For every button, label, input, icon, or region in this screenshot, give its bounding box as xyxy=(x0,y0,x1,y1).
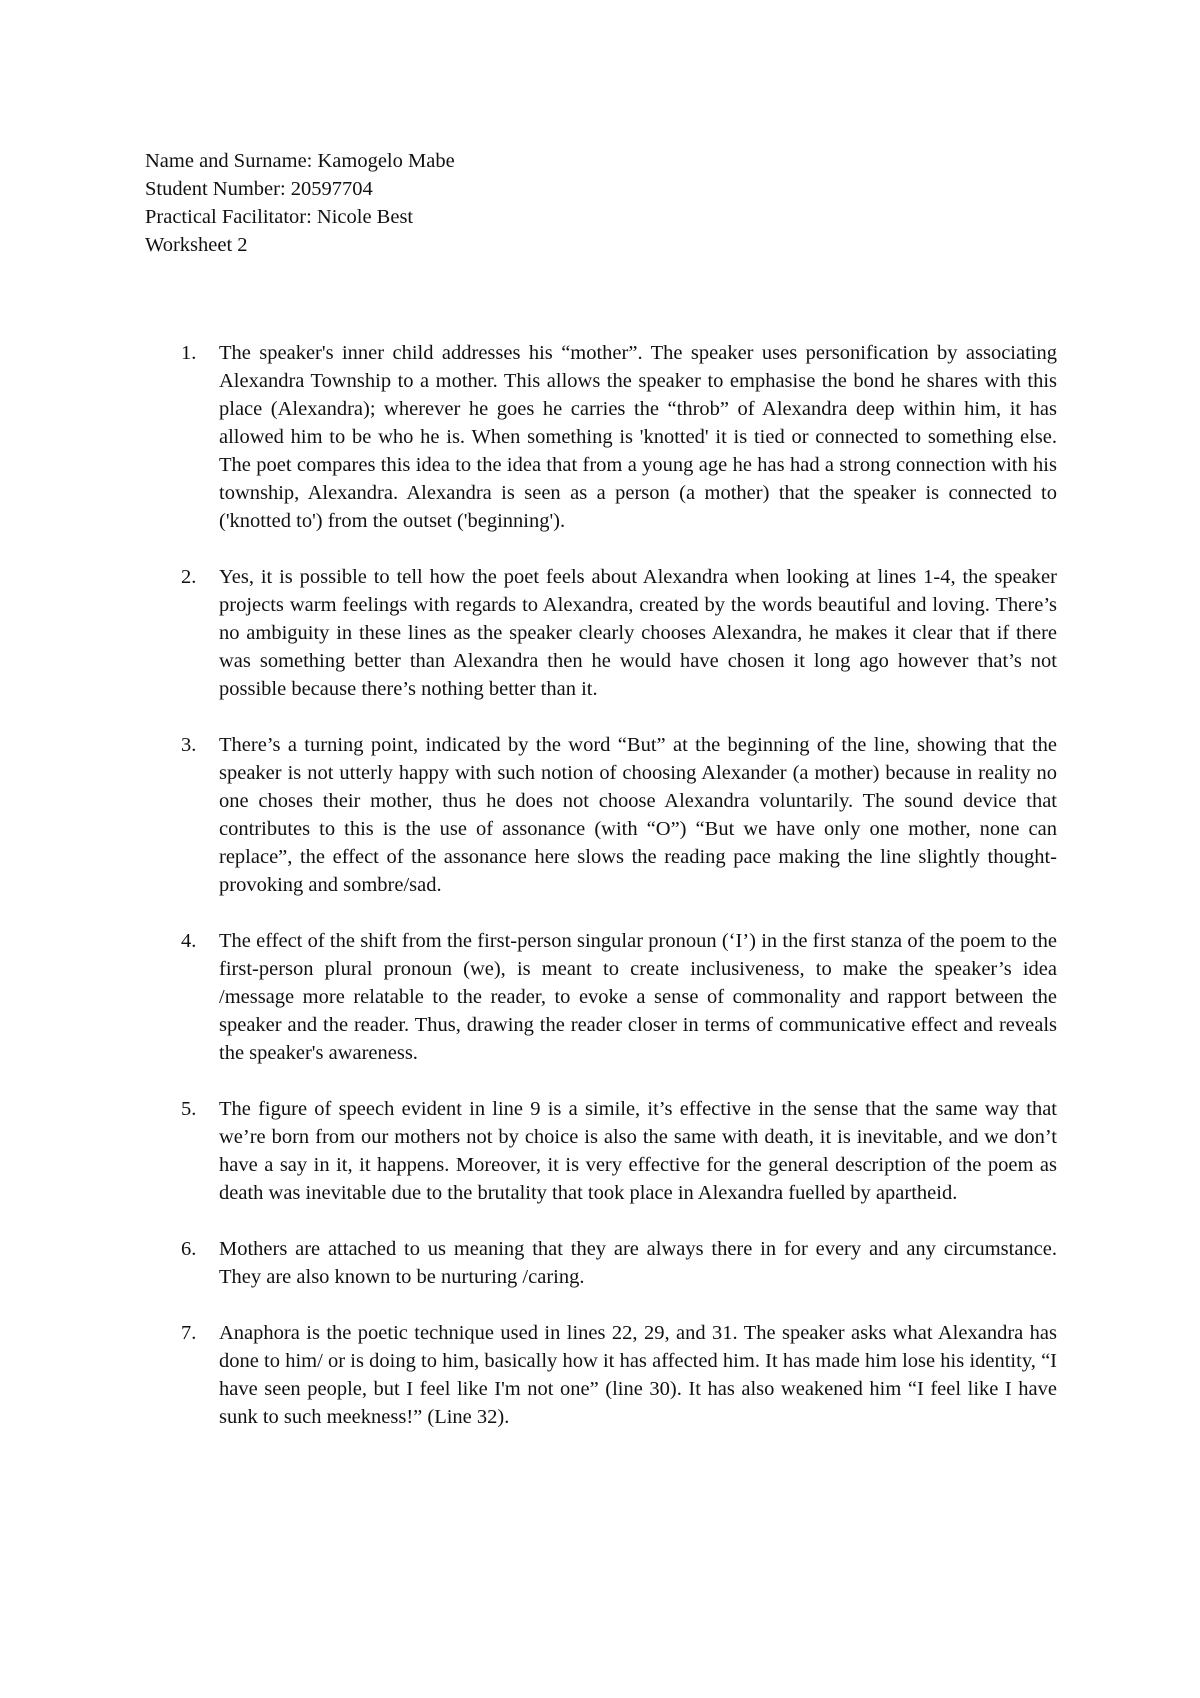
student-number-line: Student Number: 20597704 xyxy=(145,178,373,200)
practical-facilitator-line: Practical Facilitator: Nicole Best xyxy=(145,206,414,228)
answer-item-6 xyxy=(0,1235,1200,1291)
worksheet-title: Worksheet 2 xyxy=(145,234,248,256)
answer-item-2 xyxy=(0,563,1200,703)
answer-text: There’s a turning point, indicated by the word “But” at the beginning of the line, showing that the speaker is not utterly happy with such notion of choosing Alexander (a mother) because in reality no one choses their mother, thus he does not choose Alexandra voluntarily. The sound device that contributes to this is the use of assonance (with “O”) “But we have only one mother, none can replace”, the effect of the assonance here slows the reading pace making the line slightly thought-provoking and sombre/sad. xyxy=(219,734,1057,896)
answer-text: The effect of the shift from the first-person singular pronoun (‘I’) in the first stanza of the poem to the first-person plural pronoun (we), is meant to create inclusiveness, to make the speaker’s idea /message more relatable to the reader, to evoke a sense of commonality and rapport between the speaker and the reader. Thus, drawing the reader closer in terms of communicative effect and reveals the speaker's awareness. xyxy=(219,930,1057,1064)
answer-number: 5. xyxy=(181,1098,197,1120)
answer-number: 6. xyxy=(181,1238,197,1260)
answer-text: Anaphora is the poetic technique used in lines 22, 29, and 31. The speaker asks what Alexandra has done to him/ or is doing to him, basically how it has affected him. It has made him lose his identity, “I have seen people, but I feel like I'm not one” (line 30). It has also weakened him “I feel like I have sunk to such meekness!” (Line 32). xyxy=(219,1322,1057,1428)
answer-number: 2. xyxy=(181,566,197,588)
name-and-surname-line: Name and Surname: Kamogelo Mabe xyxy=(145,150,455,172)
answer-text: Yes, it is possible to tell how the poet feels about Alexandra when looking at lines 1-4, the speaker projects warm feelings with regards to Alexandra, created by the words beautiful and loving. There’s no ambiguity in these lines as the speaker clearly chooses Alexandra, he makes it clear that if there was something better than Alexandra then he would have chosen it long ago however that’s not possible because there’s nothing better than it. xyxy=(219,566,1057,700)
answer-item-1 xyxy=(0,339,1200,535)
answer-item-4 xyxy=(0,927,1200,1067)
answers-list xyxy=(0,339,1200,1459)
answer-number: 3. xyxy=(181,734,197,756)
student-details-header xyxy=(145,147,455,259)
answer-number: 4. xyxy=(181,930,197,952)
answer-item-5 xyxy=(0,1095,1200,1207)
answer-number: 7. xyxy=(181,1322,197,1344)
answer-item-7 xyxy=(0,1319,1200,1431)
answer-item-3 xyxy=(0,731,1200,899)
answer-text: The figure of speech evident in line 9 is a simile, it’s effective in the sense that the same way that we’re born from our mothers not by choice is also the same with death, it is inevitable, and we don’t have a say in it, it happens. Moreover, it is very effective for the general description of the poem as death was inevitable due to the brutality that took place in Alexandra fuelled by apartheid. xyxy=(219,1098,1057,1204)
answer-text: Mothers are attached to us meaning that they are always there in for every and any circumstance. They are also known to be nurturing /caring. xyxy=(219,1238,1057,1288)
answer-number: 1. xyxy=(181,342,197,364)
answer-text: The speaker's inner child addresses his “mother”. The speaker uses personification by associating Alexandra Township to a mother. This allows the speaker to emphasise the bond he shares with this place (Alexandra); wherever he goes he carries the “throb” of Alexandra deep within him, it has allowed him to be who he is. When something is 'knotted' it is tied or connected to something else. The poet compares this idea to the idea that from a young age he has had a strong connection with his township, Alexandra. Alexandra is seen as a person (a mother) that the speaker is connected to ('knotted to') from the outset ('beginning'). xyxy=(219,342,1057,532)
